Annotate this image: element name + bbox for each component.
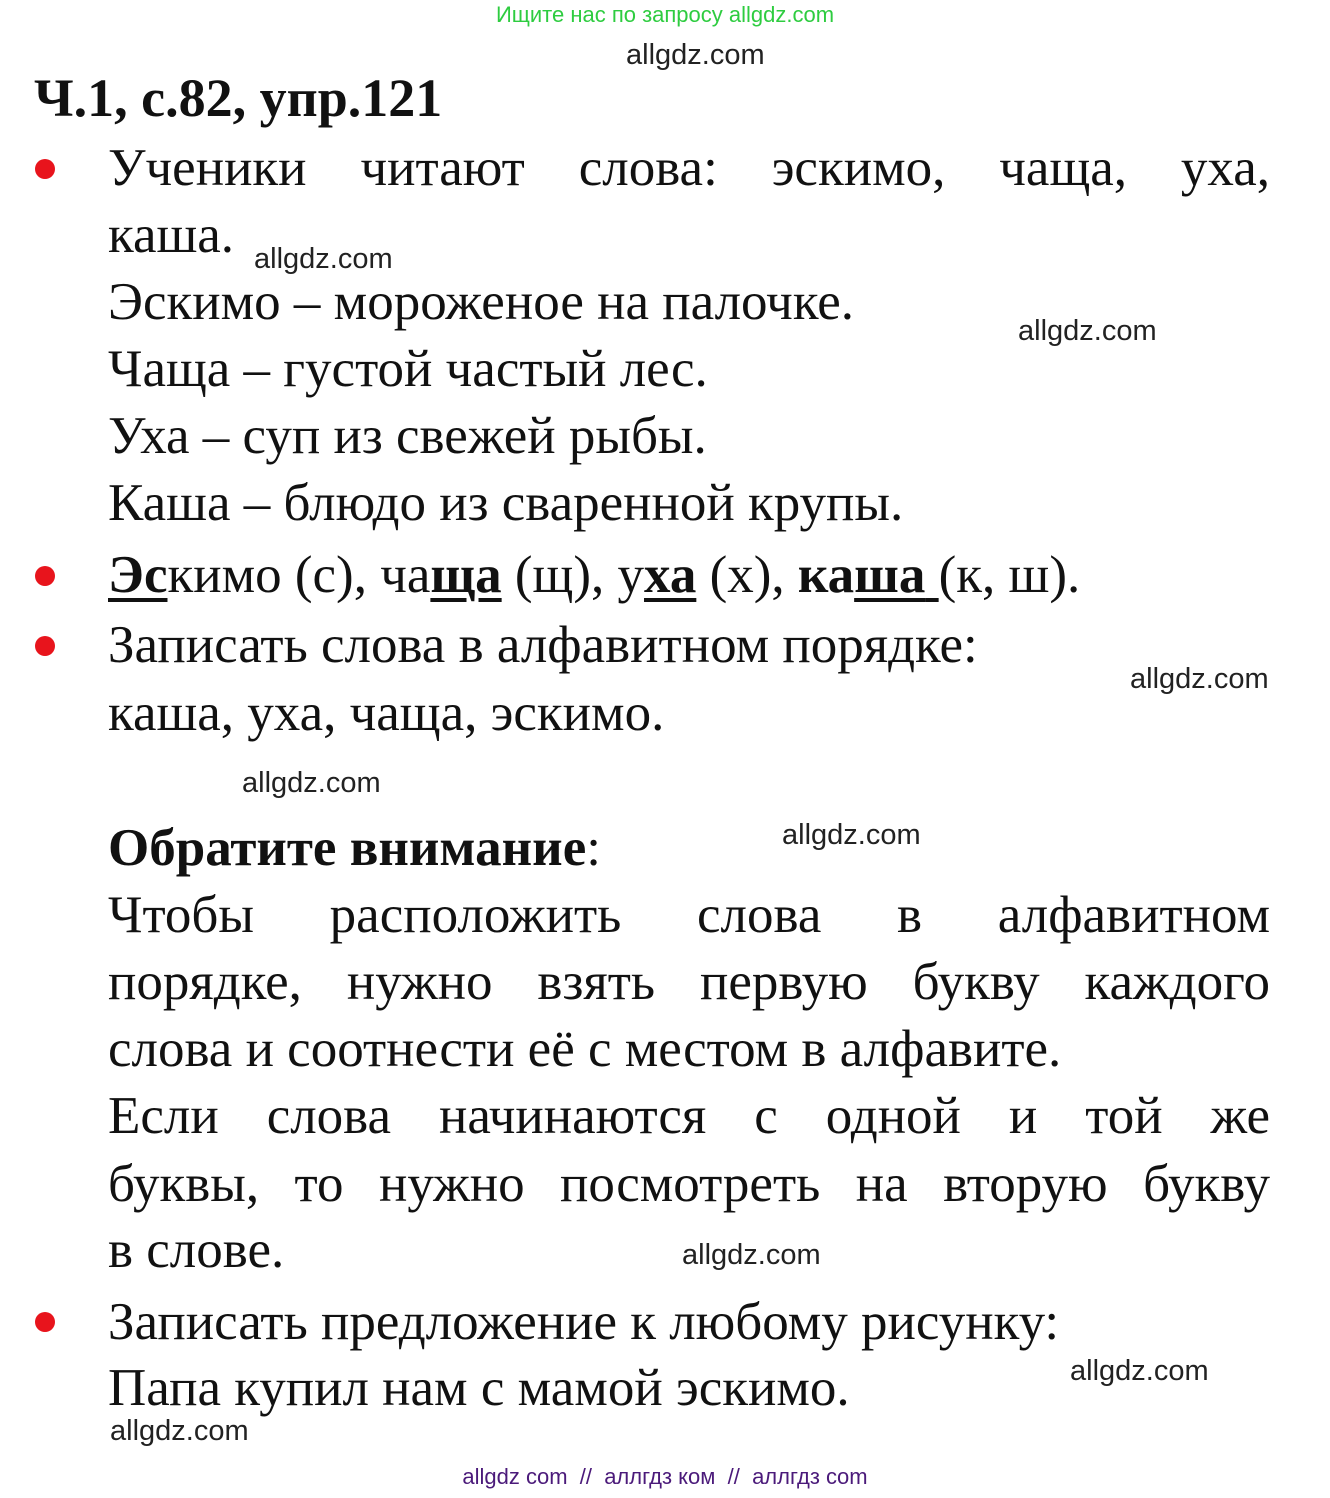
text-line: Записать слова в алфавитном порядке: xyxy=(108,616,978,674)
colon: : xyxy=(586,819,601,877)
watermark: allgdz.com xyxy=(682,1239,821,1271)
sound-analysis-line xyxy=(108,541,1080,609)
text: (щ), у xyxy=(501,546,645,604)
text-line: каша, уха, чаща, эскимо. xyxy=(108,684,665,742)
text-line: Чтобы расположить слова в алфавитном xyxy=(108,886,1270,944)
highlight: ха xyxy=(644,546,697,604)
watermark: allgdz.com xyxy=(1130,663,1269,695)
text xyxy=(925,546,938,604)
highlight: Эс xyxy=(108,546,168,604)
note-heading xyxy=(108,814,601,882)
watermark: allgdz.com xyxy=(254,243,393,275)
highlight: ка xyxy=(797,546,855,604)
text-line: слова и соотнести её с местом в алфавите. xyxy=(108,1020,1062,1078)
footer-links[interactable]: allgdz com // аллгдз ком // аллгдз com xyxy=(462,1464,868,1489)
text-line: каша. xyxy=(108,206,235,264)
text-line: в слове. xyxy=(108,1221,285,1279)
text-line: Эскимо – мороженое на палочке. xyxy=(108,273,855,331)
text-line: Уха – суп из свежей рыбы. xyxy=(108,407,707,465)
watermark: allgdz.com xyxy=(1070,1355,1209,1387)
watermark: allgdz.com xyxy=(242,767,381,799)
note-heading-text: Обратите внимание xyxy=(108,819,587,877)
text-line: порядке, нужно взять первую букву каждого xyxy=(108,953,1270,1011)
bullet-icon xyxy=(35,566,55,586)
highlight: ша xyxy=(854,546,926,604)
text: (к, ш). xyxy=(938,546,1081,604)
text-line: Чаща – густой частый лес. xyxy=(108,340,708,398)
text-line: Ученики читают слова: эскимо, чаща, уха, xyxy=(108,139,1270,197)
text-line: Если слова начинаются с одной и той же xyxy=(108,1087,1270,1145)
bullet-icon xyxy=(35,636,55,656)
watermark: allgdz.com xyxy=(1018,315,1157,347)
text-line: буквы, то нужно посмотреть на вторую букву xyxy=(108,1155,1270,1213)
text: (х), xyxy=(696,546,798,604)
bullet-icon xyxy=(35,1312,55,1332)
bullet-icon xyxy=(35,159,55,179)
highlight: ща xyxy=(430,546,502,604)
watermark: allgdz.com xyxy=(626,39,765,71)
text-line: Каша – блюдо из сваренной крупы. xyxy=(108,474,904,532)
text: кимо (с), ча xyxy=(167,546,431,604)
watermark: allgdz.com xyxy=(110,1415,249,1447)
watermark: allgdz.com xyxy=(782,819,921,851)
text-line: Папа купил нам с мамой эскимо. xyxy=(108,1359,850,1417)
page-title: Ч.1, с.82, упр.121 xyxy=(34,68,443,128)
top-banner[interactable]: Ищите нас по запросу allgdz.com xyxy=(495,2,835,27)
text-line: Записать предложение к любому рисунку: xyxy=(108,1293,1060,1351)
